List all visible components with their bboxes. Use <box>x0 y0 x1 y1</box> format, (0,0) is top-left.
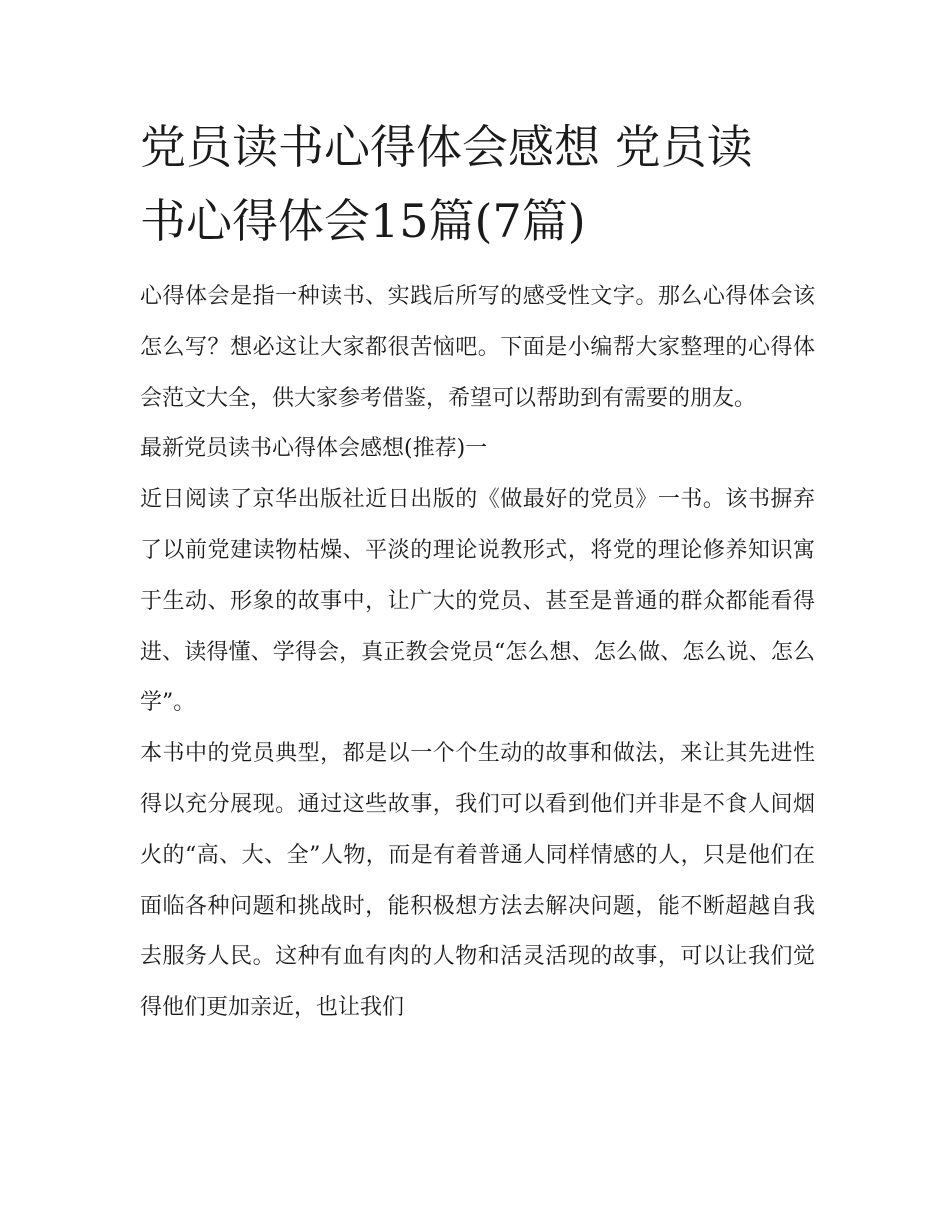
document-title: 党员读书心得体会感想 党员读 书心得体会15篇(7篇) <box>140 120 753 248</box>
intro-paragraph: 心得体会是指一种读书、实践后所写的感受性文字。那么心得体会该怎么写？想必这让大家都很苦恼吧。下面是小编帮大家整理的心得体会范文大全，供大家参考借鉴，希望可以帮助到有需要的朋友。 <box>140 284 815 411</box>
document-page <box>140 110 815 1034</box>
body-paragraph: 近日阅读了京华出版社近日出版的《做最好的党员》一书。该书摒弃了以前党建读物枯燥、平淡的理论说教形式，将党的理论修养知识寓于生动、形象的故事中，让广大的党员、甚至是普通的群众都能看得进、读得懂、学得会，真正教会党员“怎么想、怎么做、怎么说、怎么学”。 <box>140 487 815 716</box>
body-paragraph: 本书中的党员典型，都是以一个个生动的故事和做法，来让其先进性得以充分展现。通过这些故事，我们可以看到他们并非是不食人间烟火的“高、大、全”人物，而是有着普通人同样情感的人，只是他们在面临各种问题和挑战时，能积极想方法去解决问题，能不断超越自我去服务人民。这种有血有肉的人物和活灵活现的故事，可以让我们觉得他们更加亲近，也让我们 <box>140 741 815 1021</box>
section-heading: 最新党员读书心得体会感想(推荐)一 <box>140 436 488 462</box>
